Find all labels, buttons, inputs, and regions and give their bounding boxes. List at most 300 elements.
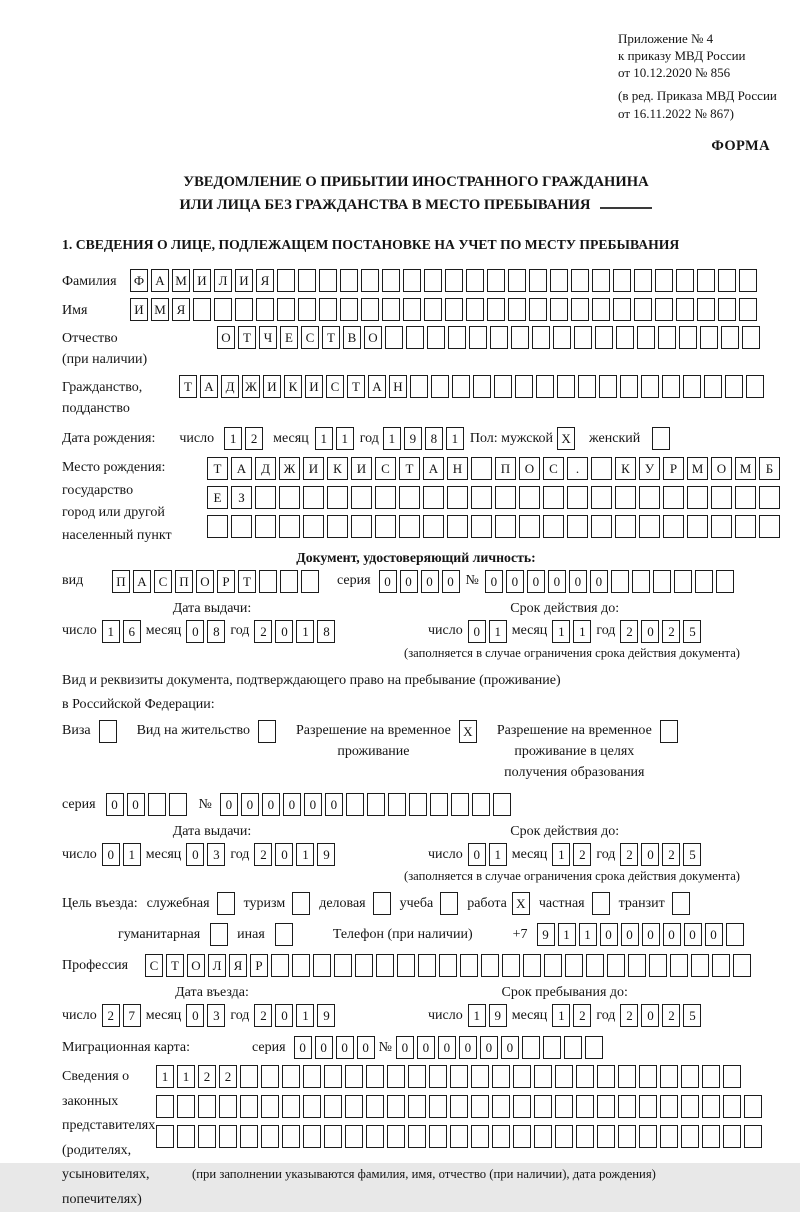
- firstname-input-cell-1[interactable]: И: [130, 298, 148, 321]
- birthplace-row-1-cell-2[interactable]: А: [231, 457, 252, 480]
- residence-seriya-input-cell-4[interactable]: [169, 793, 187, 816]
- residence-issue-month-cell-1[interactable]: 0: [186, 843, 204, 866]
- birthplace-row-3-cell-19[interactable]: [639, 515, 660, 538]
- birthplace-row-1-cell-22[interactable]: О: [711, 457, 732, 480]
- citizenship-input-cell-27[interactable]: [725, 375, 743, 398]
- representatives-row-3-cell-2[interactable]: [177, 1125, 195, 1148]
- surname-input-cell-12[interactable]: [361, 269, 379, 292]
- identity-nomer-input-cell-2[interactable]: 0: [506, 570, 524, 593]
- citizenship-input-cell-7[interactable]: И: [305, 375, 323, 398]
- birthplace-row-3-cell-2[interactable]: [231, 515, 252, 538]
- residence-nomer-input-cell-4[interactable]: 0: [283, 793, 301, 816]
- migration-seriya-input-cell-4[interactable]: 0: [357, 1036, 375, 1059]
- representatives-row-3-cell-29[interactable]: [744, 1125, 762, 1148]
- stay-year-cell-1[interactable]: 2: [620, 1004, 638, 1027]
- birthplace-row-1-cell-11[interactable]: Н: [447, 457, 468, 480]
- entry-year-cell-1[interactable]: 2: [254, 1004, 272, 1027]
- birthplace-row-1-cell-14[interactable]: О: [519, 457, 540, 480]
- birthdate-year-input-cell-1[interactable]: 1: [383, 427, 401, 450]
- birthplace-row-1-cell-19[interactable]: У: [639, 457, 660, 480]
- citizenship-input-cell-1[interactable]: Т: [179, 375, 197, 398]
- residence-nomer-input-cell-7[interactable]: [346, 793, 364, 816]
- surname-input-cell-14[interactable]: [403, 269, 421, 292]
- representatives-row-3-cell-25[interactable]: [660, 1125, 678, 1148]
- birthplace-row-3-cell-13[interactable]: [495, 515, 516, 538]
- birthdate-day-input-cell-2[interactable]: 2: [245, 427, 263, 450]
- representatives-row-3-cell-3[interactable]: [198, 1125, 216, 1148]
- representatives-row-3-cell-5[interactable]: [240, 1125, 258, 1148]
- birthplace-row-2-cell-8[interactable]: [375, 486, 396, 509]
- firstname-input-cell-6[interactable]: [235, 298, 253, 321]
- profession-input-cell-8[interactable]: [292, 954, 310, 977]
- citizenship-input-cell-5[interactable]: И: [263, 375, 281, 398]
- birthplace-row-2-cell-23[interactable]: [735, 486, 756, 509]
- surname-input-cell-23[interactable]: [592, 269, 610, 292]
- representatives-row-2-cell-10[interactable]: [345, 1095, 363, 1118]
- identity-valid-month-cell-1[interactable]: 1: [552, 620, 570, 643]
- representatives-row-3-cell-12[interactable]: [387, 1125, 405, 1148]
- surname-input-cell-22[interactable]: [571, 269, 589, 292]
- patronymic-input-cell-3[interactable]: Ч: [259, 326, 277, 349]
- patronymic-input-cell-9[interactable]: [385, 326, 403, 349]
- citizenship-input-cell-14[interactable]: [452, 375, 470, 398]
- firstname-input-cell-19[interactable]: [508, 298, 526, 321]
- profession-input-cell-25[interactable]: [649, 954, 667, 977]
- patronymic-input-cell-24[interactable]: [700, 326, 718, 349]
- birthplace-row-3-cell-14[interactable]: [519, 515, 540, 538]
- profession-input-cell-16[interactable]: [460, 954, 478, 977]
- patronymic-input-cell-8[interactable]: О: [364, 326, 382, 349]
- purpose-official-checkbox-cell-1[interactable]: [217, 892, 235, 915]
- citizenship-input-cell-10[interactable]: А: [368, 375, 386, 398]
- surname-input-cell-26[interactable]: [655, 269, 673, 292]
- migration-nomer-input-cell-4[interactable]: 0: [459, 1036, 477, 1059]
- patronymic-input-cell-7[interactable]: В: [343, 326, 361, 349]
- residence-issue-year-cell-3[interactable]: 1: [296, 843, 314, 866]
- residence-nomer-input-cell-8[interactable]: [367, 793, 385, 816]
- profession-input-cell-4[interactable]: Л: [208, 954, 226, 977]
- birthplace-row-3-cell-17[interactable]: [591, 515, 612, 538]
- representatives-row-2-cell-1[interactable]: [156, 1095, 174, 1118]
- residence-nomer-input-cell-2[interactable]: 0: [241, 793, 259, 816]
- residence-issue-year-cell-2[interactable]: 0: [275, 843, 293, 866]
- purpose-other-checkbox-cell-1[interactable]: [275, 923, 293, 946]
- firstname-input-cell-26[interactable]: [655, 298, 673, 321]
- surname-input-cell-18[interactable]: [487, 269, 505, 292]
- stay-year-cell-4[interactable]: 5: [683, 1004, 701, 1027]
- residence-seriya-input-cell-1[interactable]: 0: [106, 793, 124, 816]
- citizenship-input-cell-16[interactable]: [494, 375, 512, 398]
- profession-input-cell-27[interactable]: [691, 954, 709, 977]
- phone-input-cell-2[interactable]: 1: [558, 923, 576, 946]
- birthplace-row-1-cell-18[interactable]: К: [615, 457, 636, 480]
- profession-input-cell-10[interactable]: [334, 954, 352, 977]
- surname-input-cell-10[interactable]: [319, 269, 337, 292]
- profession-input-cell-26[interactable]: [670, 954, 688, 977]
- surname-input-cell-28[interactable]: [697, 269, 715, 292]
- representatives-row-3-cell-27[interactable]: [702, 1125, 720, 1148]
- citizenship-input-cell-4[interactable]: Ж: [242, 375, 260, 398]
- representatives-row-1-cell-12[interactable]: [387, 1065, 405, 1088]
- birthdate-year-input-cell-4[interactable]: 1: [446, 427, 464, 450]
- birthdate-year-input-cell-2[interactable]: 9: [404, 427, 422, 450]
- representatives-row-1-cell-28[interactable]: [723, 1065, 741, 1088]
- identity-valid-year-cell-2[interactable]: 0: [641, 620, 659, 643]
- identity-vid-input-cell-10[interactable]: [301, 570, 319, 593]
- birthplace-row-2-cell-15[interactable]: [543, 486, 564, 509]
- phone-input-cell-5[interactable]: 0: [621, 923, 639, 946]
- identity-vid-input-cell-4[interactable]: П: [175, 570, 193, 593]
- representatives-row-1-cell-20[interactable]: [555, 1065, 573, 1088]
- temp-residence-education-checkbox-cell-1[interactable]: [660, 720, 678, 743]
- residence-nomer-input-cell-1[interactable]: 0: [220, 793, 238, 816]
- patronymic-input-cell-11[interactable]: [427, 326, 445, 349]
- firstname-input-cell-17[interactable]: [466, 298, 484, 321]
- representatives-row-2-cell-9[interactable]: [324, 1095, 342, 1118]
- citizenship-input-cell-12[interactable]: [410, 375, 428, 398]
- firstname-input-cell-11[interactable]: [340, 298, 358, 321]
- profession-input-cell-21[interactable]: [565, 954, 583, 977]
- stay-day-cell-2[interactable]: 9: [489, 1004, 507, 1027]
- representatives-row-1-cell-8[interactable]: [303, 1065, 321, 1088]
- residence-valid-year-cell-3[interactable]: 2: [662, 843, 680, 866]
- representatives-row-2-cell-27[interactable]: [702, 1095, 720, 1118]
- citizenship-input-cell-28[interactable]: [746, 375, 764, 398]
- stay-month-cell-1[interactable]: 1: [552, 1004, 570, 1027]
- surname-input-cell-1[interactable]: Ф: [130, 269, 148, 292]
- representatives-row-1-cell-19[interactable]: [534, 1065, 552, 1088]
- representatives-row-3-cell-28[interactable]: [723, 1125, 741, 1148]
- identity-nomer-input-cell-1[interactable]: 0: [485, 570, 503, 593]
- birthplace-row-1-cell-3[interactable]: Д: [255, 457, 276, 480]
- phone-input-cell-8[interactable]: 0: [684, 923, 702, 946]
- patronymic-input-cell-18[interactable]: [574, 326, 592, 349]
- purpose-study-checkbox-cell-1[interactable]: [440, 892, 458, 915]
- profession-input-cell-11[interactable]: [355, 954, 373, 977]
- citizenship-input-cell-23[interactable]: [641, 375, 659, 398]
- representatives-row-1-cell-6[interactable]: [261, 1065, 279, 1088]
- identity-vid-input-cell-5[interactable]: О: [196, 570, 214, 593]
- sex-male-checkbox-cell-1[interactable]: X: [557, 427, 575, 450]
- representatives-row-2-cell-22[interactable]: [597, 1095, 615, 1118]
- citizenship-input-cell-17[interactable]: [515, 375, 533, 398]
- identity-valid-year-cell-1[interactable]: 2: [620, 620, 638, 643]
- identity-nomer-input-cell-6[interactable]: 0: [590, 570, 608, 593]
- birthplace-row-2-cell-13[interactable]: [495, 486, 516, 509]
- residence-valid-year-cell-4[interactable]: 5: [683, 843, 701, 866]
- visa-checkbox-cell-1[interactable]: [99, 720, 117, 743]
- representatives-row-3-cell-1[interactable]: [156, 1125, 174, 1148]
- entry-year-cell-2[interactable]: 0: [275, 1004, 293, 1027]
- migration-seriya-input-cell-2[interactable]: 0: [315, 1036, 333, 1059]
- firstname-input-cell-24[interactable]: [613, 298, 631, 321]
- citizenship-input-cell-21[interactable]: [599, 375, 617, 398]
- migration-nomer-input-cell-6[interactable]: 0: [501, 1036, 519, 1059]
- birthplace-row-2-cell-2[interactable]: З: [231, 486, 252, 509]
- patronymic-input-cell-19[interactable]: [595, 326, 613, 349]
- firstname-input-cell-4[interactable]: [193, 298, 211, 321]
- identity-seriya-input-cell-2[interactable]: 0: [400, 570, 418, 593]
- identity-vid-input-cell-8[interactable]: [259, 570, 277, 593]
- migration-nomer-input-cell-9[interactable]: [564, 1036, 582, 1059]
- surname-input-cell-17[interactable]: [466, 269, 484, 292]
- migration-nomer-input-cell-5[interactable]: 0: [480, 1036, 498, 1059]
- residence-valid-day-cell-2[interactable]: 1: [489, 843, 507, 866]
- phone-input-cell-6[interactable]: 0: [642, 923, 660, 946]
- patronymic-input-cell-14[interactable]: [490, 326, 508, 349]
- surname-input-cell-25[interactable]: [634, 269, 652, 292]
- representatives-row-2-cell-2[interactable]: [177, 1095, 195, 1118]
- representatives-row-2-cell-28[interactable]: [723, 1095, 741, 1118]
- firstname-input-cell-16[interactable]: [445, 298, 463, 321]
- surname-input-cell-21[interactable]: [550, 269, 568, 292]
- firstname-input-cell-23[interactable]: [592, 298, 610, 321]
- representatives-row-3-cell-6[interactable]: [261, 1125, 279, 1148]
- migration-nomer-input-cell-2[interactable]: 0: [417, 1036, 435, 1059]
- surname-input-cell-9[interactable]: [298, 269, 316, 292]
- birthplace-row-2-cell-12[interactable]: [471, 486, 492, 509]
- representatives-row-2-cell-5[interactable]: [240, 1095, 258, 1118]
- surname-input-cell-5[interactable]: Л: [214, 269, 232, 292]
- migration-nomer-input-cell-1[interactable]: 0: [396, 1036, 414, 1059]
- representatives-row-1-cell-3[interactable]: 2: [198, 1065, 216, 1088]
- purpose-humanitarian-checkbox-cell-1[interactable]: [210, 923, 228, 946]
- birthplace-row-2-cell-5[interactable]: [303, 486, 324, 509]
- residence-issue-day-cell-2[interactable]: 1: [123, 843, 141, 866]
- representatives-row-2-cell-6[interactable]: [261, 1095, 279, 1118]
- identity-valid-day-cell-1[interactable]: 0: [468, 620, 486, 643]
- firstname-input-cell-29[interactable]: [718, 298, 736, 321]
- residence-nomer-input-cell-5[interactable]: 0: [304, 793, 322, 816]
- citizenship-input-cell-3[interactable]: Д: [221, 375, 239, 398]
- phone-input-cell-9[interactable]: 0: [705, 923, 723, 946]
- patronymic-input-cell-10[interactable]: [406, 326, 424, 349]
- identity-nomer-input-cell-7[interactable]: [611, 570, 629, 593]
- patronymic-input-cell-21[interactable]: [637, 326, 655, 349]
- firstname-input-cell-18[interactable]: [487, 298, 505, 321]
- patronymic-input-cell-4[interactable]: Е: [280, 326, 298, 349]
- representatives-row-2-cell-3[interactable]: [198, 1095, 216, 1118]
- citizenship-input-cell-22[interactable]: [620, 375, 638, 398]
- surname-input-cell-4[interactable]: И: [193, 269, 211, 292]
- birthplace-row-1-cell-6[interactable]: К: [327, 457, 348, 480]
- residence-issue-year-cell-4[interactable]: 9: [317, 843, 335, 866]
- birthplace-row-3-cell-24[interactable]: [759, 515, 780, 538]
- birthplace-row-3-cell-3[interactable]: [255, 515, 276, 538]
- profession-input-cell-15[interactable]: [439, 954, 457, 977]
- residence-seriya-input-cell-2[interactable]: 0: [127, 793, 145, 816]
- birthplace-row-3-cell-16[interactable]: [567, 515, 588, 538]
- identity-seriya-input-cell-4[interactable]: 0: [442, 570, 460, 593]
- representatives-row-3-cell-20[interactable]: [555, 1125, 573, 1148]
- birthplace-row-1-cell-13[interactable]: П: [495, 457, 516, 480]
- firstname-input-cell-13[interactable]: [382, 298, 400, 321]
- birthplace-row-3-cell-22[interactable]: [711, 515, 732, 538]
- temp-residence-checkbox-cell-1[interactable]: X: [459, 720, 477, 743]
- birthplace-row-1-cell-17[interactable]: [591, 457, 612, 480]
- profession-input-cell-12[interactable]: [376, 954, 394, 977]
- identity-nomer-input-cell-8[interactable]: [632, 570, 650, 593]
- firstname-input-cell-7[interactable]: [256, 298, 274, 321]
- birthplace-row-3-cell-6[interactable]: [327, 515, 348, 538]
- representatives-row-3-cell-11[interactable]: [366, 1125, 384, 1148]
- identity-nomer-input-cell-9[interactable]: [653, 570, 671, 593]
- identity-issue-year-cell-2[interactable]: 0: [275, 620, 293, 643]
- phone-input-cell-7[interactable]: 0: [663, 923, 681, 946]
- representatives-row-3-cell-8[interactable]: [303, 1125, 321, 1148]
- birthplace-row-2-cell-9[interactable]: [399, 486, 420, 509]
- phone-input-cell-1[interactable]: 9: [537, 923, 555, 946]
- firstname-input-cell-2[interactable]: М: [151, 298, 169, 321]
- profession-input-cell-20[interactable]: [544, 954, 562, 977]
- representatives-row-3-cell-10[interactable]: [345, 1125, 363, 1148]
- representatives-row-1-cell-22[interactable]: [597, 1065, 615, 1088]
- birthplace-row-2-cell-11[interactable]: [447, 486, 468, 509]
- birthplace-row-2-cell-24[interactable]: [759, 486, 780, 509]
- birthplace-row-2-cell-10[interactable]: [423, 486, 444, 509]
- surname-input-cell-20[interactable]: [529, 269, 547, 292]
- birthplace-row-1-cell-24[interactable]: Б: [759, 457, 780, 480]
- representatives-row-3-cell-21[interactable]: [576, 1125, 594, 1148]
- birthplace-row-2-cell-4[interactable]: [279, 486, 300, 509]
- citizenship-input-cell-9[interactable]: Т: [347, 375, 365, 398]
- representatives-row-2-cell-14[interactable]: [429, 1095, 447, 1118]
- birthplace-row-3-cell-8[interactable]: [375, 515, 396, 538]
- entry-year-cell-3[interactable]: 1: [296, 1004, 314, 1027]
- firstname-input-cell-28[interactable]: [697, 298, 715, 321]
- residence-issue-year-cell-1[interactable]: 2: [254, 843, 272, 866]
- purpose-business-checkbox-cell-1[interactable]: [373, 892, 391, 915]
- firstname-input-cell-15[interactable]: [424, 298, 442, 321]
- sex-female-checkbox-cell-1[interactable]: [652, 427, 670, 450]
- identity-nomer-input-cell-10[interactable]: [674, 570, 692, 593]
- patronymic-input-cell-13[interactable]: [469, 326, 487, 349]
- identity-vid-input-cell-3[interactable]: С: [154, 570, 172, 593]
- birthplace-row-3-cell-7[interactable]: [351, 515, 372, 538]
- residence-nomer-input-cell-6[interactable]: 0: [325, 793, 343, 816]
- representatives-row-2-cell-26[interactable]: [681, 1095, 699, 1118]
- representatives-row-3-cell-4[interactable]: [219, 1125, 237, 1148]
- identity-nomer-input-cell-11[interactable]: [695, 570, 713, 593]
- surname-input-cell-16[interactable]: [445, 269, 463, 292]
- identity-valid-year-cell-3[interactable]: 2: [662, 620, 680, 643]
- citizenship-input-cell-24[interactable]: [662, 375, 680, 398]
- representatives-row-1-cell-1[interactable]: 1: [156, 1065, 174, 1088]
- patronymic-input-cell-26[interactable]: [742, 326, 760, 349]
- phone-input-cell-4[interactable]: 0: [600, 923, 618, 946]
- representatives-row-2-cell-7[interactable]: [282, 1095, 300, 1118]
- identity-issue-day-cell-1[interactable]: 1: [102, 620, 120, 643]
- representatives-row-2-cell-21[interactable]: [576, 1095, 594, 1118]
- firstname-input-cell-3[interactable]: Я: [172, 298, 190, 321]
- representatives-row-1-cell-26[interactable]: [681, 1065, 699, 1088]
- birthplace-row-3-cell-11[interactable]: [447, 515, 468, 538]
- profession-input-cell-22[interactable]: [586, 954, 604, 977]
- purpose-private-checkbox-cell-1[interactable]: [592, 892, 610, 915]
- identity-valid-month-cell-2[interactable]: 1: [573, 620, 591, 643]
- identity-issue-year-cell-3[interactable]: 1: [296, 620, 314, 643]
- stay-year-cell-3[interactable]: 2: [662, 1004, 680, 1027]
- representatives-row-2-cell-20[interactable]: [555, 1095, 573, 1118]
- representatives-row-1-cell-9[interactable]: [324, 1065, 342, 1088]
- patronymic-input-cell-25[interactable]: [721, 326, 739, 349]
- birthplace-row-1-cell-20[interactable]: Р: [663, 457, 684, 480]
- birthplace-row-1-cell-10[interactable]: А: [423, 457, 444, 480]
- migration-nomer-input-cell-8[interactable]: [543, 1036, 561, 1059]
- profession-input-cell-23[interactable]: [607, 954, 625, 977]
- stay-day-cell-1[interactable]: 1: [468, 1004, 486, 1027]
- representatives-row-1-cell-23[interactable]: [618, 1065, 636, 1088]
- surname-input-cell-29[interactable]: [718, 269, 736, 292]
- firstname-input-cell-8[interactable]: [277, 298, 295, 321]
- residence-valid-month-cell-1[interactable]: 1: [552, 843, 570, 866]
- representatives-row-1-cell-7[interactable]: [282, 1065, 300, 1088]
- profession-input-cell-2[interactable]: Т: [166, 954, 184, 977]
- birthdate-month-input-cell-2[interactable]: 1: [336, 427, 354, 450]
- profession-input-cell-28[interactable]: [712, 954, 730, 977]
- representatives-row-2-cell-18[interactable]: [513, 1095, 531, 1118]
- representatives-row-2-cell-4[interactable]: [219, 1095, 237, 1118]
- representatives-row-3-cell-22[interactable]: [597, 1125, 615, 1148]
- surname-input-cell-11[interactable]: [340, 269, 358, 292]
- entry-day-cell-2[interactable]: 7: [123, 1004, 141, 1027]
- residence-seriya-input-cell-3[interactable]: [148, 793, 166, 816]
- identity-vid-input-cell-9[interactable]: [280, 570, 298, 593]
- identity-nomer-input-cell-4[interactable]: 0: [548, 570, 566, 593]
- identity-vid-input-cell-2[interactable]: А: [133, 570, 151, 593]
- firstname-input-cell-30[interactable]: [739, 298, 757, 321]
- residence-permit-checkbox-cell-1[interactable]: [258, 720, 276, 743]
- representatives-row-3-cell-7[interactable]: [282, 1125, 300, 1148]
- citizenship-input-cell-11[interactable]: Н: [389, 375, 407, 398]
- representatives-row-1-cell-10[interactable]: [345, 1065, 363, 1088]
- representatives-row-3-cell-17[interactable]: [492, 1125, 510, 1148]
- surname-input-cell-3[interactable]: М: [172, 269, 190, 292]
- representatives-row-1-cell-18[interactable]: [513, 1065, 531, 1088]
- firstname-input-cell-27[interactable]: [676, 298, 694, 321]
- residence-valid-month-cell-2[interactable]: 2: [573, 843, 591, 866]
- identity-issue-year-cell-1[interactable]: 2: [254, 620, 272, 643]
- patronymic-input-cell-16[interactable]: [532, 326, 550, 349]
- citizenship-input-cell-2[interactable]: А: [200, 375, 218, 398]
- entry-month-cell-1[interactable]: 0: [186, 1004, 204, 1027]
- representatives-row-2-cell-16[interactable]: [471, 1095, 489, 1118]
- birthplace-row-2-cell-16[interactable]: [567, 486, 588, 509]
- birthplace-row-1-cell-9[interactable]: Т: [399, 457, 420, 480]
- profession-input-cell-14[interactable]: [418, 954, 436, 977]
- patronymic-input-cell-2[interactable]: Т: [238, 326, 256, 349]
- citizenship-input-cell-8[interactable]: С: [326, 375, 344, 398]
- profession-input-cell-5[interactable]: Я: [229, 954, 247, 977]
- birthplace-row-1-cell-5[interactable]: И: [303, 457, 324, 480]
- patronymic-input-cell-17[interactable]: [553, 326, 571, 349]
- citizenship-input-cell-20[interactable]: [578, 375, 596, 398]
- identity-issue-year-cell-4[interactable]: 8: [317, 620, 335, 643]
- birthplace-row-3-cell-20[interactable]: [663, 515, 684, 538]
- surname-input-cell-13[interactable]: [382, 269, 400, 292]
- stay-year-cell-2[interactable]: 0: [641, 1004, 659, 1027]
- purpose-tourism-checkbox-cell-1[interactable]: [292, 892, 310, 915]
- representatives-row-1-cell-5[interactable]: [240, 1065, 258, 1088]
- representatives-row-1-cell-13[interactable]: [408, 1065, 426, 1088]
- birthplace-row-1-cell-8[interactable]: С: [375, 457, 396, 480]
- representatives-row-2-cell-11[interactable]: [366, 1095, 384, 1118]
- representatives-row-2-cell-25[interactable]: [660, 1095, 678, 1118]
- representatives-row-1-cell-17[interactable]: [492, 1065, 510, 1088]
- entry-year-cell-4[interactable]: 9: [317, 1004, 335, 1027]
- firstname-input-cell-14[interactable]: [403, 298, 421, 321]
- birthplace-row-1-cell-1[interactable]: Т: [207, 457, 228, 480]
